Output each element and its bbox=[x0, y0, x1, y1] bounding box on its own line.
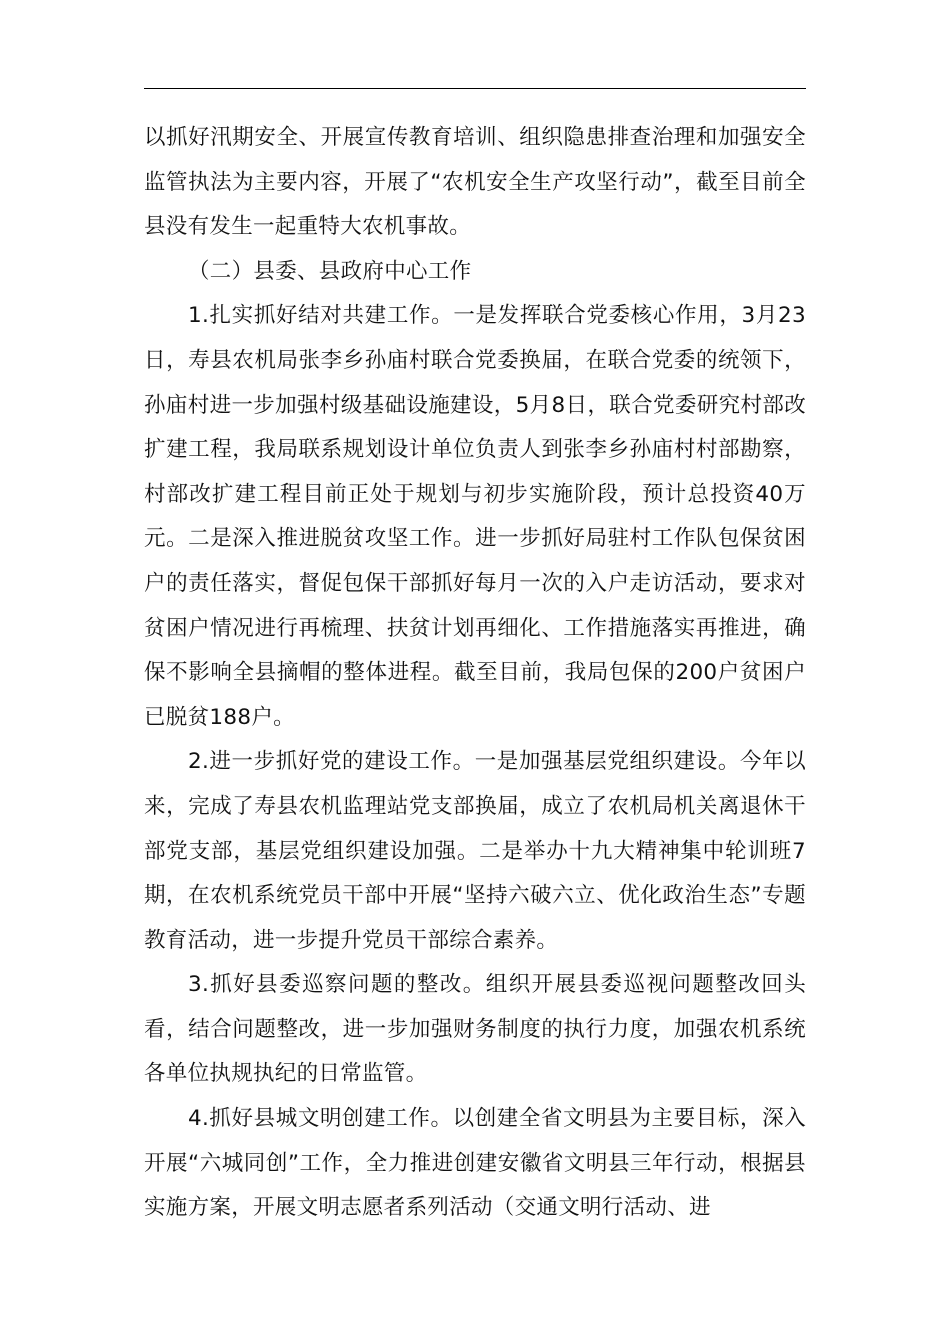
section-heading-county-work: （二）县委、县政府中心工作 bbox=[188, 258, 472, 284]
paragraph-safety-campaign: 以抓好汛期安全、开展宣传教育培训、组织隐患排查治理和加强安全监管执法为主要内容，开展了“农机安全生产攻坚行动”，截至目前全县没有发生一起重特大农机事故。 bbox=[144, 125, 806, 240]
paragraph-party-building: 2.进一步抓好党的建设工作。一是加强基层党组织建设。今年以来，完成了寿县农机监理站党支部换届，成立了农机局机关离退休干部党支部，基层党组织建设加强。二是举办十九大精神集中轮训班7期，在农机系统党员干部中开展“坚持六破六立、优化政治生态”专题教育活动，进一步提升党员干部综合素养。 bbox=[144, 749, 806, 953]
paragraph-pairing-construction: 1.扎实抓好结对共建工作。一是发挥联合党委核心作用，3月23日，寿县农机局张李乡孙庙村联合党委换届，在联合党委的统领下，孙庙村进一步加强村级基础设施建设，5月8日，联合党委研究村部改扩建工程，我局联系规划设计单位负责人到张李乡孙庙村村部勘察，村部改扩建工程目前正处于规划与初步实施阶段，预计总投资40万元。二是深入推进脱贫攻坚工作。进一步抓好局驻村工作队包保贫困户的责任落实，督促包保干部抓好每月一次的入户走访活动，要求对贫困户情况进行再梳理、扶贫计划再细化、工作措施落实再推进，确保不影响全县摘帽的整体进程。截至目前，我局包保的200户贫困户已脱贫188户。 bbox=[144, 303, 806, 730]
document-body bbox=[144, 116, 806, 1231]
paragraph-inspection-rectification: 3.抓好县委巡察问题的整改。组织开展县委巡视问题整改回头看，结合问题整改，进一步加强财务制度的执行力度，加强农机系统各单位执规执纪的日常监管。 bbox=[144, 972, 806, 1087]
paragraph-civilization-creation: 4.抓好县城文明创建工作。以创建全省文明县为主要目标，深入开展“六城同创”工作，全力推进创建安徽省文明县三年行动，根据县实施方案，开展文明志愿者系列活动（交通文明行活动、进 bbox=[144, 1106, 806, 1221]
header-rule bbox=[144, 88, 806, 89]
